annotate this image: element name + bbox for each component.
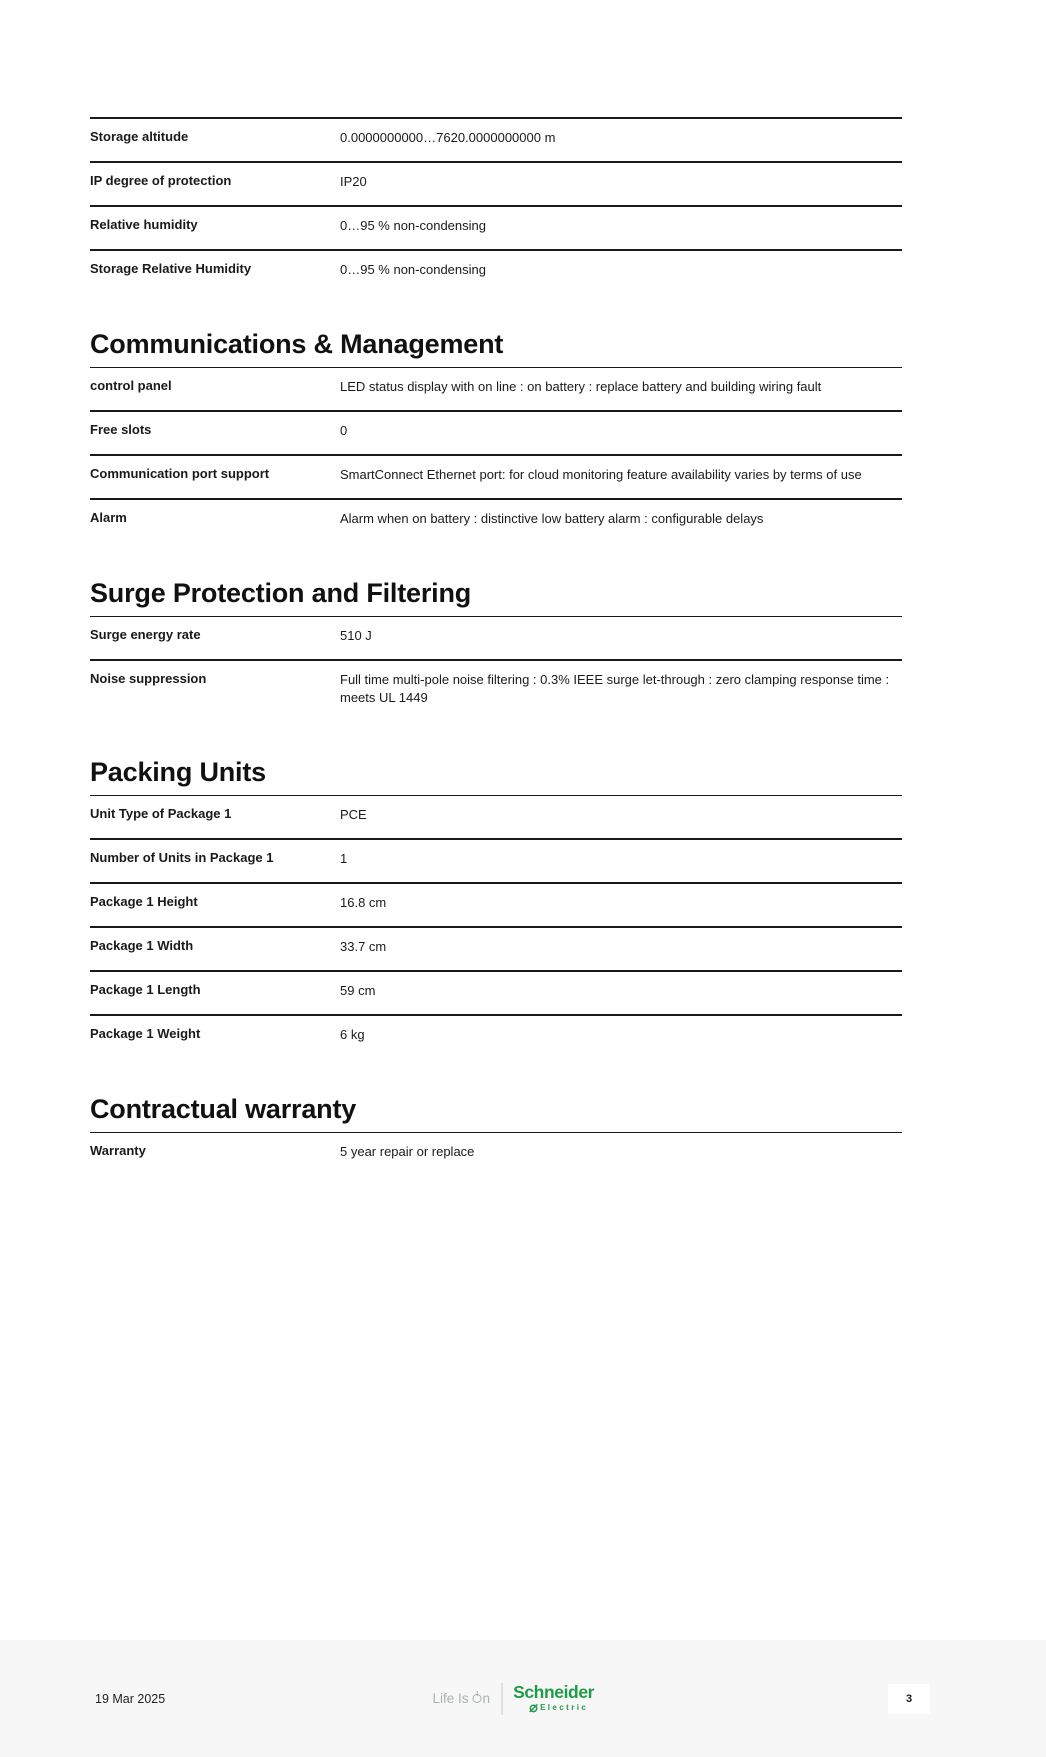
table-row xyxy=(90,161,902,205)
spec-value: PCE xyxy=(340,807,367,822)
spec-label: Alarm xyxy=(90,510,127,525)
page-number: 3 xyxy=(888,1684,930,1714)
brand-name: Schneider xyxy=(513,1682,595,1703)
spec-label: Number of Units in Package 1 xyxy=(90,850,274,865)
section-title: Communications & Management xyxy=(90,329,902,368)
spec-label: Storage altitude xyxy=(90,129,189,144)
spec-value: 5 year repair or replace xyxy=(340,1144,475,1159)
table-row xyxy=(90,838,902,882)
spec-value: LED status display with on line : on battery : replace battery and building wiring fault xyxy=(340,379,822,394)
schneider-logo xyxy=(513,1684,594,1713)
spec-label: IP degree of protection xyxy=(90,173,232,188)
spec-value: 33.7 cm xyxy=(340,939,387,954)
table-row xyxy=(90,498,902,542)
spec-value: 59 cm xyxy=(340,983,376,998)
table-row xyxy=(90,368,902,410)
spec-label: Relative humidity xyxy=(90,217,198,232)
tagline-text-suffix: n xyxy=(482,1691,491,1706)
spec-value: 0.0000000000…7620.0000000000 m xyxy=(340,130,556,145)
section-title: Surge Protection and Filtering xyxy=(90,578,902,617)
spec-value: 0…95 % non-condensing xyxy=(340,218,486,233)
spec-label: control panel xyxy=(90,378,172,393)
spec-label: Warranty xyxy=(90,1143,146,1158)
spec-label: Package 1 Width xyxy=(90,938,194,953)
spec-value: 6 kg xyxy=(340,1027,365,1042)
spec-value: IP20 xyxy=(340,174,367,189)
table-row xyxy=(90,410,902,454)
table-row xyxy=(90,926,902,970)
spec-table xyxy=(90,368,902,542)
spec-label: Surge energy rate xyxy=(90,627,201,642)
table-row xyxy=(90,659,902,721)
spec-value: 1 xyxy=(340,851,348,866)
spec-label: Package 1 Height xyxy=(90,894,198,909)
spec-label: Free slots xyxy=(90,422,152,437)
spec-table xyxy=(90,117,902,293)
table-row xyxy=(90,970,902,1014)
section-title: Packing Units xyxy=(90,757,902,796)
brand-logo xyxy=(433,1683,595,1715)
brand-sub-text: Electric xyxy=(540,1702,589,1712)
brand-subline xyxy=(513,1703,594,1713)
spec-value: SmartConnect Ethernet port: for cloud monitoring feature availability varies by terms of use xyxy=(340,467,862,482)
section-title: Contractual warranty xyxy=(90,1094,902,1133)
table-row xyxy=(90,1014,902,1058)
spec-value: 16.8 cm xyxy=(340,895,387,910)
table-row xyxy=(90,1133,902,1175)
spec-table xyxy=(90,617,902,721)
spec-value: 0…95 % non-condensing xyxy=(340,262,486,277)
spec-label: Package 1 Weight xyxy=(90,1026,201,1041)
schneider-symbol-icon xyxy=(528,1703,538,1713)
spec-value: 0 xyxy=(340,423,348,438)
spec-label: Storage Relative Humidity xyxy=(90,261,252,276)
spec-table xyxy=(90,796,902,1058)
table-row xyxy=(90,796,902,838)
table-row xyxy=(90,119,902,161)
spec-label: Package 1 Length xyxy=(90,982,201,997)
power-icon xyxy=(473,1694,482,1703)
tagline-life-is-on xyxy=(433,1691,491,1706)
logo-divider xyxy=(501,1683,502,1715)
spec-value: Alarm when on battery : distinctive low battery alarm : configurable delays xyxy=(340,511,764,526)
spec-label: Noise suppression xyxy=(90,671,207,686)
spec-sections xyxy=(90,117,902,1175)
table-row xyxy=(90,249,902,293)
spec-label: Communication port support xyxy=(90,466,270,481)
footer-date: 19 Mar 2025 xyxy=(95,1691,166,1706)
spec-value: Full time multi-pole noise filtering : 0.3% IEEE surge let-through : zero clamping response time : meets UL 1449 xyxy=(340,672,890,705)
table-row xyxy=(90,205,902,249)
tagline-text: Life Is xyxy=(432,1691,469,1706)
table-row xyxy=(90,454,902,498)
spec-label: Unit Type of Package 1 xyxy=(90,806,232,821)
spec-table xyxy=(90,1133,902,1175)
spec-value: 510 J xyxy=(340,628,372,643)
page-footer xyxy=(0,1640,1046,1757)
table-row xyxy=(90,617,902,659)
table-row xyxy=(90,882,902,926)
